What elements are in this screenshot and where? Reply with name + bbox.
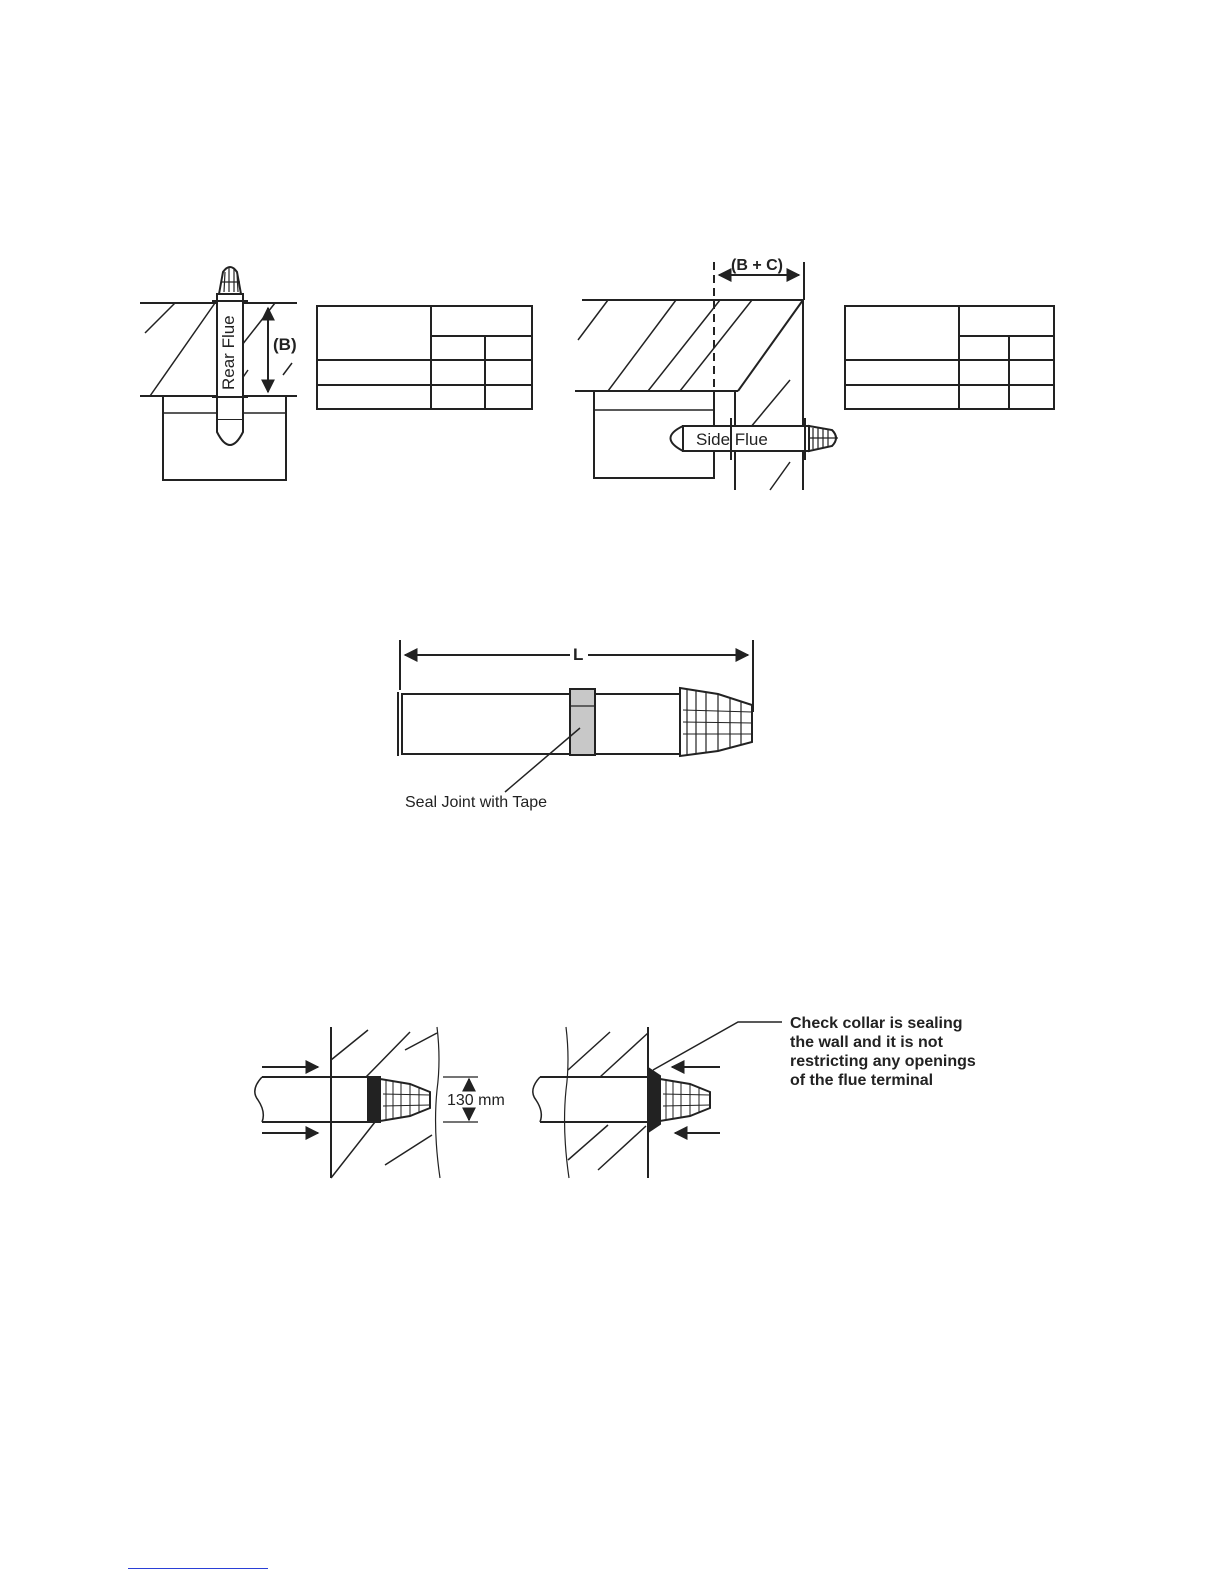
seal-joint-callout: Seal Joint with Tape [405,794,548,811]
rear-flue-label: Rear Flue [219,315,238,390]
table-cell [959,336,1009,360]
table-cell [845,360,959,384]
collar-right-figure [533,1022,782,1178]
table-cell [845,385,959,410]
table-cell [1009,336,1054,360]
table-cell [317,385,431,410]
tape-band [570,689,595,755]
collar-note-line: restricting any openings [790,1053,976,1070]
table-cell [485,385,532,410]
table-cell [959,385,1009,410]
rear-flue-table [316,305,533,410]
rear-dimension-label: (B) [273,335,297,354]
length-label: L [573,645,584,664]
table-cell [431,336,485,360]
collar-note-line: Check collar is sealing [790,1015,963,1032]
table-cell [431,306,532,336]
footer-link-underline[interactable] [128,1568,268,1569]
table-cell [1009,360,1054,384]
collar-left-figure [255,1027,478,1178]
table-cell [317,306,431,360]
collar-note [790,1015,976,1089]
table-cell [485,360,532,384]
side-flue-figure [575,262,838,490]
table-cell [431,385,485,410]
collar-dimension-label: 130 mm [447,1092,505,1109]
table-cell [959,360,1009,384]
table-cell [959,306,1054,336]
table-cell [431,360,485,384]
table-cell [485,336,532,360]
side-flue-label: Side Flue [696,430,768,449]
collar-note-line: of the flue terminal [790,1072,934,1089]
collar-note-line: the wall and it is not [790,1034,943,1051]
side-dimension-label: (B + C) [731,257,783,274]
table-cell [845,306,959,360]
table-cell [317,360,431,384]
side-flue-table [844,305,1055,410]
table-cell [1009,385,1054,410]
